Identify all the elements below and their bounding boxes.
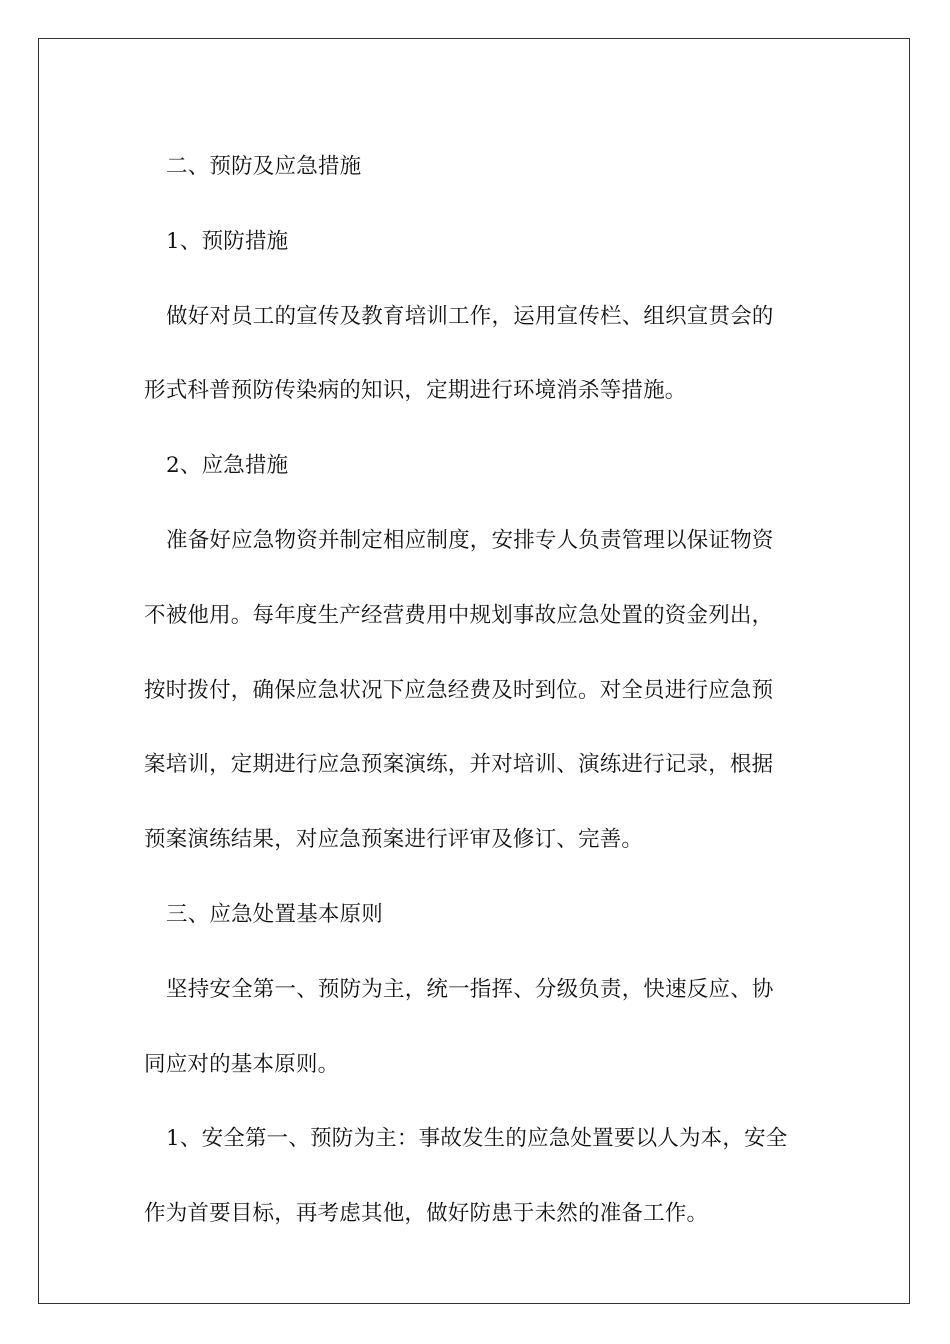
document-body	[144, 130, 806, 1252]
paragraph-line: 1、安全第一、预防为主：事故发生的应急处置要以人为本，安全	[166, 1126, 788, 1152]
paragraph-line: 不被他用。每年度生产经营费用中规划事故应急处置的资金列出，	[144, 602, 774, 628]
section-heading-3: 三、应急处置基本原则	[166, 901, 384, 927]
section-heading-2: 二、预防及应急措施	[166, 154, 362, 179]
paragraph-line: 按时拨付，确保应急状况下应急经费及时到位。对全员进行应急预	[144, 677, 774, 703]
paragraph-line: 作为首要目标，再考虑其他，做好防患于未然的准备工作。	[144, 1201, 709, 1227]
paragraph-line: 预案演练结果，对应急预案进行评审及修订、完善。	[144, 827, 644, 853]
subheading-prevention: 1、预防措施	[166, 228, 289, 254]
subheading-emergency: 2、应急措施	[166, 453, 289, 479]
paragraph-line: 同应对的基本原则。	[144, 1051, 340, 1077]
paragraph-line: 案培训，定期进行应急预案演练，并对培训、演练进行记录，根据	[144, 752, 774, 778]
paragraph-line: 准备好应急物资并制定相应制度，安排专人负责管理以保证物资	[166, 527, 774, 553]
paragraph-line: 坚持安全第一、预防为主，统一指挥、分级负责，快速反应、协	[166, 976, 774, 1002]
paragraph-line: 形式科普预防传染病的知识，定期进行环境消杀等措施。	[144, 378, 687, 404]
paragraph-line: 做好对员工的宣传及教育培训工作，运用宣传栏、组织宣贯会的	[166, 303, 774, 329]
